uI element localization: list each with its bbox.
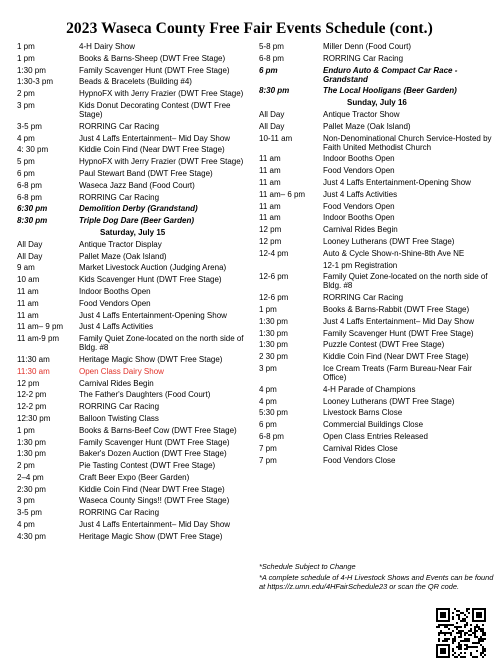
event-time: 1 pm bbox=[17, 425, 35, 435]
event-time: 12-2 pm bbox=[17, 402, 47, 412]
schedule-row bbox=[17, 508, 255, 517]
event-time: 6-8 pm bbox=[259, 431, 284, 441]
event-name: Market Livestock Auction (Judging Arena) bbox=[79, 263, 227, 273]
schedule-row bbox=[17, 181, 255, 190]
schedule-row bbox=[259, 408, 495, 417]
event-name: Baker's Dozen Auction (DWT Free Stage) bbox=[79, 449, 227, 459]
event-time: 1:30 pm bbox=[17, 449, 46, 459]
event-name: Miller Denn (Food Court) bbox=[323, 42, 412, 51]
schedule-row bbox=[17, 42, 255, 51]
day-heading: Saturday, July 15 bbox=[100, 227, 166, 237]
event-name: Books & Barns-Beef Cow (DWT Free Stage) bbox=[79, 425, 237, 435]
schedule-row bbox=[17, 204, 255, 213]
event-name: Kiddie Coin Find (Near DWT Free Stage) bbox=[79, 145, 225, 155]
page-title: 2023 Waseca County Free Fair Events Schedule (cont.) bbox=[66, 20, 433, 37]
schedule-row bbox=[259, 456, 495, 465]
schedule-row bbox=[17, 438, 255, 447]
event-name: 4-H Parade of Champions bbox=[323, 384, 416, 394]
event-time: 6-8 pm bbox=[17, 180, 42, 190]
event-name: Food Vendors Close bbox=[323, 455, 396, 465]
schedule-row bbox=[17, 275, 255, 284]
event-time: All Day bbox=[259, 121, 285, 131]
event-time: 7 pm bbox=[259, 443, 277, 453]
event-time: 11 am bbox=[259, 154, 281, 164]
schedule-row bbox=[17, 473, 255, 482]
event-name: RORRING Car Racing bbox=[323, 293, 404, 303]
event-time: 12 pm bbox=[17, 378, 40, 388]
event-time: All Day bbox=[17, 239, 43, 249]
event-name: Open Class Dairy Show bbox=[79, 366, 164, 376]
schedule-row bbox=[17, 496, 255, 505]
schedule-row bbox=[259, 420, 495, 429]
event-time: 11 am bbox=[17, 286, 39, 296]
event-name: Just 4 Laffs Entertainment-Opening Show bbox=[323, 177, 471, 187]
note-schedule-change: *Schedule Subject to Change bbox=[259, 562, 356, 571]
event-name: RORRING Car Racing bbox=[79, 402, 160, 412]
schedule-row bbox=[17, 216, 255, 225]
event-time: 12-2 pm bbox=[17, 390, 47, 400]
event-name: Just 4 Laffs Activities bbox=[79, 322, 154, 332]
schedule-row bbox=[259, 385, 495, 394]
schedule-row bbox=[17, 287, 255, 296]
event-time: 11:30 am bbox=[17, 366, 50, 376]
event-time: 6 pm bbox=[259, 65, 278, 75]
event-name: Kiddie Coin Find (Near DWT Free Stage) bbox=[79, 484, 225, 494]
schedule-row bbox=[259, 110, 495, 119]
event-name: Carnival Rides Begin bbox=[323, 225, 398, 235]
schedule-row bbox=[17, 122, 255, 131]
event-name: Commercial Buildings Close bbox=[323, 420, 424, 430]
schedule-row bbox=[17, 157, 255, 166]
event-name: HypnoFX with Jerry Frazier (DWT Free Stage) bbox=[79, 157, 244, 167]
schedule-row bbox=[259, 272, 495, 290]
schedule-row bbox=[17, 402, 255, 411]
event-time: 4 pm bbox=[17, 133, 35, 143]
event-time: 11 am bbox=[259, 166, 281, 176]
schedule-row bbox=[17, 299, 255, 308]
qr-code-icon[interactable] bbox=[436, 608, 486, 658]
event-name: RORRING Car Racing bbox=[79, 508, 160, 518]
event-time: 10 am bbox=[17, 275, 40, 285]
schedule-row bbox=[17, 193, 255, 202]
event-name: RORRING Car Racing bbox=[323, 53, 404, 63]
event-time: 4 pm bbox=[259, 396, 277, 406]
schedule-row bbox=[17, 311, 255, 320]
event-time: 3 pm bbox=[259, 363, 277, 373]
schedule-row bbox=[17, 485, 255, 494]
schedule-row bbox=[259, 42, 495, 51]
schedule-row bbox=[259, 261, 495, 270]
event-time: 2 pm bbox=[17, 89, 35, 99]
event-name: RORRING Car Racing bbox=[79, 121, 160, 131]
schedule-row bbox=[17, 101, 255, 119]
event-name: Looney Lutherans (DWT Free Stage) bbox=[323, 396, 455, 406]
schedule-row bbox=[259, 213, 495, 222]
event-time: 12:30 pm bbox=[17, 413, 51, 423]
event-name: Waseca County Sings!! (DWT Free Stage) bbox=[79, 496, 230, 506]
schedule-row bbox=[17, 54, 255, 63]
event-name: Non-Denominational Church Service-Hosted by Faith United Methodist Church bbox=[323, 133, 492, 152]
schedule-row bbox=[17, 77, 255, 86]
schedule-row bbox=[259, 444, 495, 453]
event-time: 4 pm bbox=[259, 384, 277, 394]
event-name: Family Quiet Zone-located on the north side of Bldg. #8 bbox=[79, 334, 244, 353]
day-heading: Sunday, July 16 bbox=[347, 98, 407, 108]
schedule-row bbox=[259, 134, 495, 152]
schedule-row bbox=[17, 322, 255, 331]
event-time: 2–4 pm bbox=[17, 472, 44, 482]
event-time: 1 pm bbox=[17, 53, 35, 63]
event-time: 3 pm bbox=[17, 100, 35, 110]
event-name: Indoor Booths Open bbox=[323, 213, 395, 223]
event-time: 12 pm bbox=[259, 236, 282, 246]
event-name: Looney Lutherans (DWT Free Stage) bbox=[323, 236, 455, 246]
event-time: 6:30 pm bbox=[17, 204, 48, 214]
event-time: 1:30 pm bbox=[17, 65, 46, 75]
event-time: 11 am bbox=[259, 213, 281, 223]
event-name: Livestock Barns Close bbox=[323, 408, 403, 418]
event-time: 11 am bbox=[259, 177, 281, 187]
event-name: Antique Tractor Show bbox=[323, 109, 400, 119]
event-time: 10-11 am bbox=[259, 133, 293, 143]
event-time: 4: 30 pm bbox=[17, 145, 49, 155]
event-name: Books & Barns-Rabbit (DWT Free Stage) bbox=[323, 304, 470, 314]
event-time: 1:30-3 pm bbox=[17, 77, 54, 87]
schedule-row bbox=[259, 293, 495, 302]
event-time: All Day bbox=[17, 251, 43, 261]
event-time: 6 pm bbox=[259, 420, 277, 430]
schedule-row bbox=[259, 66, 495, 84]
event-name: Balloon Twisting Class bbox=[79, 413, 159, 423]
event-time: 11 am-9 pm bbox=[17, 334, 60, 344]
schedule-row bbox=[259, 352, 495, 361]
schedule-row bbox=[17, 449, 255, 458]
event-name: Kids Scavenger Hunt (DWT Free Stage) bbox=[79, 275, 222, 285]
schedule-row bbox=[17, 355, 255, 364]
event-name: Pallet Maze (Oak Island) bbox=[323, 121, 411, 131]
event-time: 5 pm bbox=[17, 157, 35, 167]
event-name: Carnival Rides Begin bbox=[79, 378, 154, 388]
schedule-row bbox=[17, 263, 255, 272]
event-name: Just 4 Laffs Entertainment– Mid Day Show bbox=[79, 520, 231, 530]
event-time: 11 am– 9 pm bbox=[17, 322, 64, 332]
event-name: Demolition Derby (Grandstand) bbox=[79, 204, 198, 214]
event-name: Family Scavenger Hunt (DWT Free Stage) bbox=[79, 65, 230, 75]
schedule-row bbox=[17, 66, 255, 75]
schedule-row bbox=[259, 178, 495, 187]
schedule-row bbox=[17, 145, 255, 154]
event-name: Kids Donut Decorating Contest (DWT Free Stage) bbox=[79, 100, 231, 119]
event-name: RORRING Car Racing bbox=[79, 192, 160, 202]
event-time: 12-4 pm bbox=[259, 248, 289, 258]
schedule-row bbox=[17, 334, 255, 352]
event-time: 3-5 pm bbox=[17, 508, 42, 518]
schedule-row bbox=[259, 329, 495, 338]
event-name: Pie Tasting Contest (DWT Free Stage) bbox=[79, 461, 216, 471]
event-name: HypnoFX with Jerry Frazier (DWT Free Stage) bbox=[79, 89, 244, 99]
event-name: Paul Stewart Band (DWT Free Stage) bbox=[79, 168, 213, 178]
schedule-row bbox=[259, 432, 495, 441]
event-time: All Day bbox=[259, 109, 285, 119]
schedule-row bbox=[17, 379, 255, 388]
event-name: Auto & Cycle Show-n-Shine-8th Ave NE bbox=[323, 248, 465, 258]
schedule-row bbox=[259, 305, 495, 314]
event-name: Carnival Rides Close bbox=[323, 443, 398, 453]
event-name: Food Vendors Open bbox=[323, 166, 395, 176]
event-name: Food Vendors Open bbox=[323, 201, 395, 211]
event-time: 4:30 pm bbox=[17, 531, 46, 541]
event-name: Family Quiet Zone-located on the north side of Bldg. #8 bbox=[323, 272, 488, 291]
event-name: Open Class Entries Released bbox=[323, 431, 428, 441]
event-time: 6-8 pm bbox=[259, 53, 284, 63]
event-name: The Local Hooligans (Beer Garden) bbox=[323, 86, 457, 96]
schedule-row bbox=[17, 240, 255, 249]
schedule-row bbox=[259, 54, 495, 63]
event-name: Waseca Jazz Band (Food Court) bbox=[79, 180, 195, 190]
schedule-column-right bbox=[259, 42, 495, 467]
event-name: Family Scavenger Hunt (DWT Free Stage) bbox=[79, 437, 230, 447]
event-name: Just 4 Laffs Entertainment-Opening Show bbox=[79, 310, 227, 320]
event-time: 2:30 pm bbox=[17, 484, 46, 494]
schedule-row bbox=[259, 340, 495, 349]
event-time: 1:30 pm bbox=[259, 340, 288, 350]
event-time: 8:30 pm bbox=[17, 216, 48, 226]
event-time: 1:30 pm bbox=[17, 437, 46, 447]
event-time: 2 30 pm bbox=[259, 352, 288, 362]
event-name: The Father's Daughters (Food Court) bbox=[79, 390, 211, 400]
event-time: 12 pm bbox=[259, 225, 282, 235]
event-name: Kiddie Coin Find (Near DWT Free Stage) bbox=[323, 352, 469, 362]
event-time: 12-6 pm bbox=[259, 293, 289, 303]
schedule-row bbox=[259, 122, 495, 131]
note-4h-schedule: *A complete schedule of 4-H Livestock Shows and Events can be found at https://z.umn.edu/4HFairSchedule23 or scan the QR code. bbox=[259, 573, 494, 591]
schedule-row bbox=[259, 154, 495, 163]
schedule-row bbox=[259, 202, 495, 211]
event-time: 3-5 pm bbox=[17, 121, 42, 131]
event-time: 5-8 pm bbox=[259, 42, 284, 51]
schedule-column-left bbox=[17, 42, 255, 544]
event-name: Just 4 Laffs Entertainment– Mid Day Show bbox=[79, 133, 231, 143]
event-time bbox=[259, 261, 323, 270]
schedule-row bbox=[259, 190, 495, 199]
event-time: 11 am– 6 pm bbox=[259, 189, 306, 199]
schedule-row bbox=[259, 317, 495, 326]
event-name: Ice Cream Treats (Farm Bureau-Near Fair Office) bbox=[323, 363, 472, 382]
schedule-row bbox=[17, 520, 255, 529]
event-name: Puzzle Contest (DWT Free Stage) bbox=[323, 340, 445, 350]
event-time: 11:30 am bbox=[17, 354, 50, 364]
event-name: Heritage Magic Show (DWT Free Stage) bbox=[79, 354, 223, 364]
event-name: Craft Beer Expo (Beer Garden) bbox=[79, 472, 190, 482]
schedule-row bbox=[17, 367, 255, 376]
schedule-row bbox=[17, 169, 255, 178]
event-name: Triple Dog Dare (Beer Garden) bbox=[79, 216, 194, 226]
event-time: 1 pm bbox=[17, 42, 35, 51]
schedule-row bbox=[17, 426, 255, 435]
event-time: 3 pm bbox=[17, 496, 35, 506]
schedule-row bbox=[17, 461, 255, 470]
event-time: 1:30 pm bbox=[259, 316, 288, 326]
event-name: Beads & Bracelets (Building #4) bbox=[79, 77, 192, 87]
event-time: 11 am bbox=[17, 298, 39, 308]
event-time: 2 pm bbox=[17, 461, 35, 471]
event-time: 1:30 pm bbox=[259, 328, 288, 338]
event-time: 7 pm bbox=[259, 455, 277, 465]
event-name: 12-1 pm Registration bbox=[323, 260, 398, 270]
event-name: Food Vendors Open bbox=[79, 298, 151, 308]
event-time: 5:30 pm bbox=[259, 408, 288, 418]
event-name: 4-H Dairy Show bbox=[79, 42, 136, 51]
event-time: 4 pm bbox=[17, 520, 35, 530]
schedule-row bbox=[17, 414, 255, 423]
event-name: Heritage Magic Show (DWT Free Stage) bbox=[79, 531, 223, 541]
event-time: 9 am bbox=[17, 263, 35, 273]
schedule-row bbox=[259, 397, 495, 406]
event-time: 11 am bbox=[259, 201, 281, 211]
event-name: Just 4 Laffs Entertainment– Mid Day Show bbox=[323, 316, 475, 326]
event-name: Books & Barns-Sheep (DWT Free Stage) bbox=[79, 53, 226, 63]
schedule-row bbox=[259, 225, 495, 234]
schedule-row bbox=[17, 252, 255, 261]
event-time: 12-6 pm bbox=[259, 272, 289, 282]
event-time: 11 am bbox=[17, 310, 39, 320]
event-time: 6 pm bbox=[17, 168, 35, 178]
schedule-row bbox=[259, 249, 495, 258]
event-time: 1 pm bbox=[259, 304, 277, 314]
event-name: Antique Tractor Display bbox=[79, 239, 162, 249]
event-time: 8:30 pm bbox=[259, 86, 290, 96]
event-name: Just 4 Laffs Activities bbox=[323, 189, 398, 199]
schedule-row bbox=[259, 237, 495, 246]
schedule-row bbox=[17, 89, 255, 98]
event-name: Family Scavenger Hunt (DWT Free Stage) bbox=[323, 328, 474, 338]
event-name: Enduro Auto & Compact Car Race -Grandstand bbox=[323, 65, 458, 84]
event-name: Indoor Booths Open bbox=[323, 154, 395, 164]
event-name: Pallet Maze (Oak Island) bbox=[79, 251, 167, 261]
event-name: Indoor Booths Open bbox=[79, 286, 151, 296]
schedule-row bbox=[259, 364, 495, 382]
schedule-row bbox=[17, 390, 255, 399]
notes bbox=[259, 563, 495, 594]
event-time: 6-8 pm bbox=[17, 192, 42, 202]
schedule-row bbox=[259, 86, 495, 95]
schedule-row bbox=[17, 532, 255, 541]
schedule-row bbox=[17, 134, 255, 143]
schedule-row bbox=[259, 166, 495, 175]
